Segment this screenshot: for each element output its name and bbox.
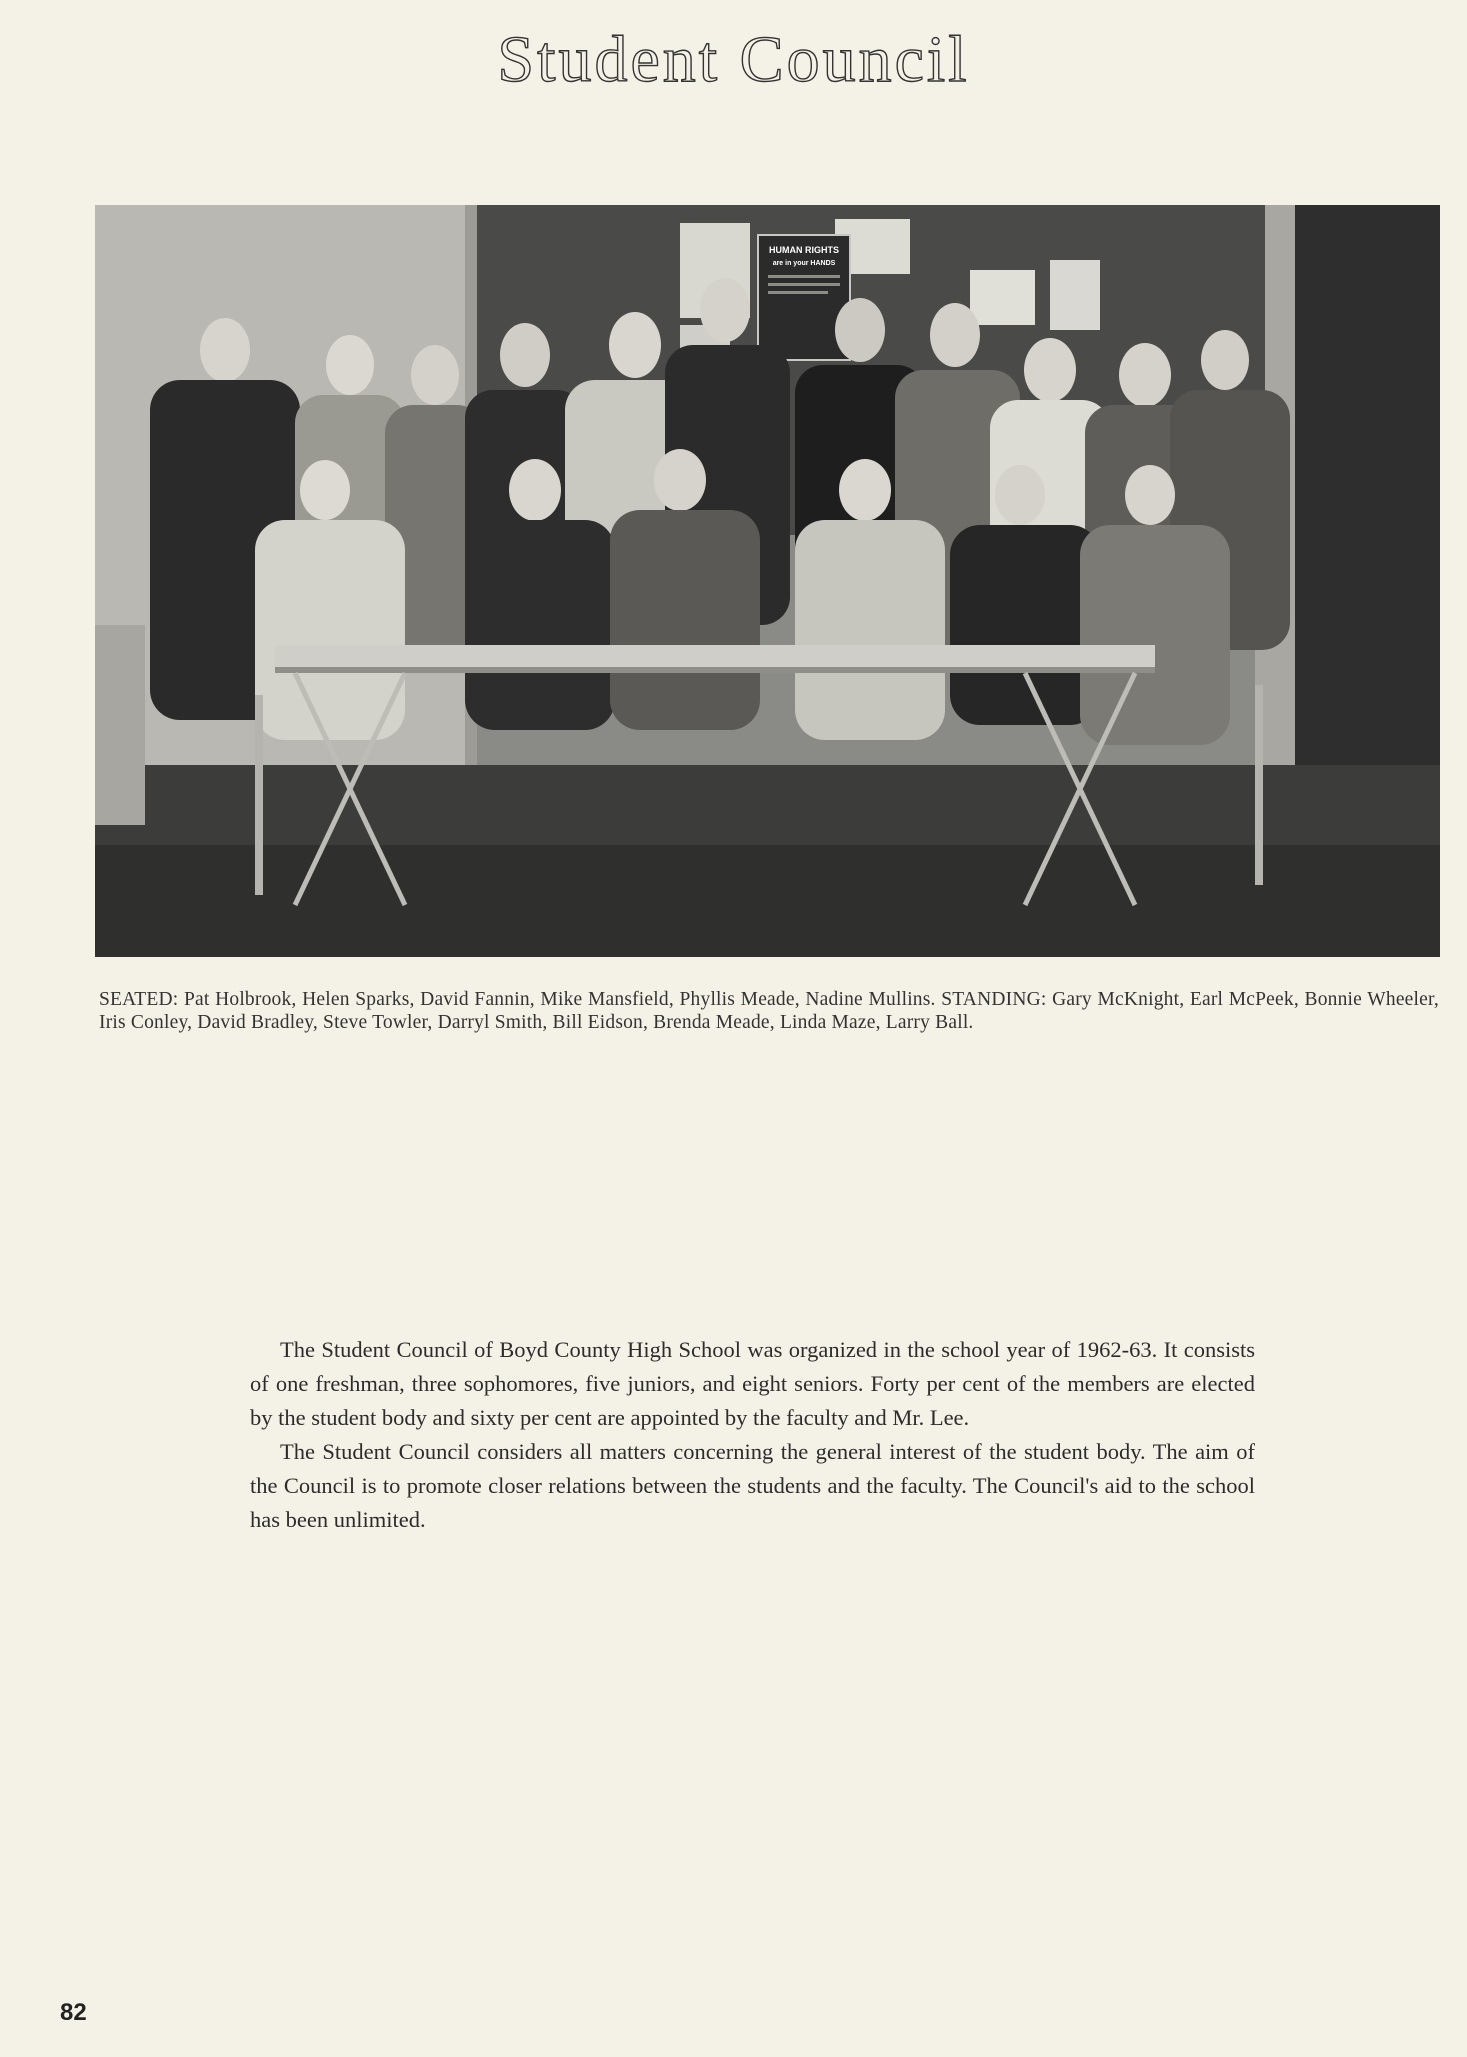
- group-photo: [95, 205, 1440, 957]
- poster-line-1: HUMAN RIGHTS: [769, 245, 839, 255]
- body-paragraph-2: The Student Council considers all matters concerning the general interest of the student body. The aim of the Council is to promote closer relations between the students and the faculty. The Council's aid to the school has been unlimited.: [250, 1439, 1255, 1532]
- photo-caption: SEATED: Pat Holbrook, Helen Sparks, David Fannin, Mike Mansfield, Phyllis Meade, Nadine Mullins. STANDING: Gary McKnight, Earl McPeek, Bonnie Wheeler, Iris Conley, David Bradley, Steve Towler, Darryl Smith, Bill Eidson, Brenda Meade, Linda Maze, Larry Ball.: [99, 989, 1439, 1033]
- body-text: [250, 1333, 1255, 1537]
- poster-line-2: are in your HANDS: [772, 260, 836, 267]
- body-paragraph-1: The Student Council of Boyd County High School was organized in the school year of 1962-63. It consists of one freshman, three sophomores, five juniors, and eight seniors. Forty per cent of the members are elected by the student body and sixty per cent are appointed by the faculty and Mr. Lee.: [250, 1337, 1255, 1430]
- group-photo-illustration: [95, 205, 1440, 957]
- page-number: 82: [60, 1999, 87, 2026]
- page-title: Student Council: [497, 23, 970, 96]
